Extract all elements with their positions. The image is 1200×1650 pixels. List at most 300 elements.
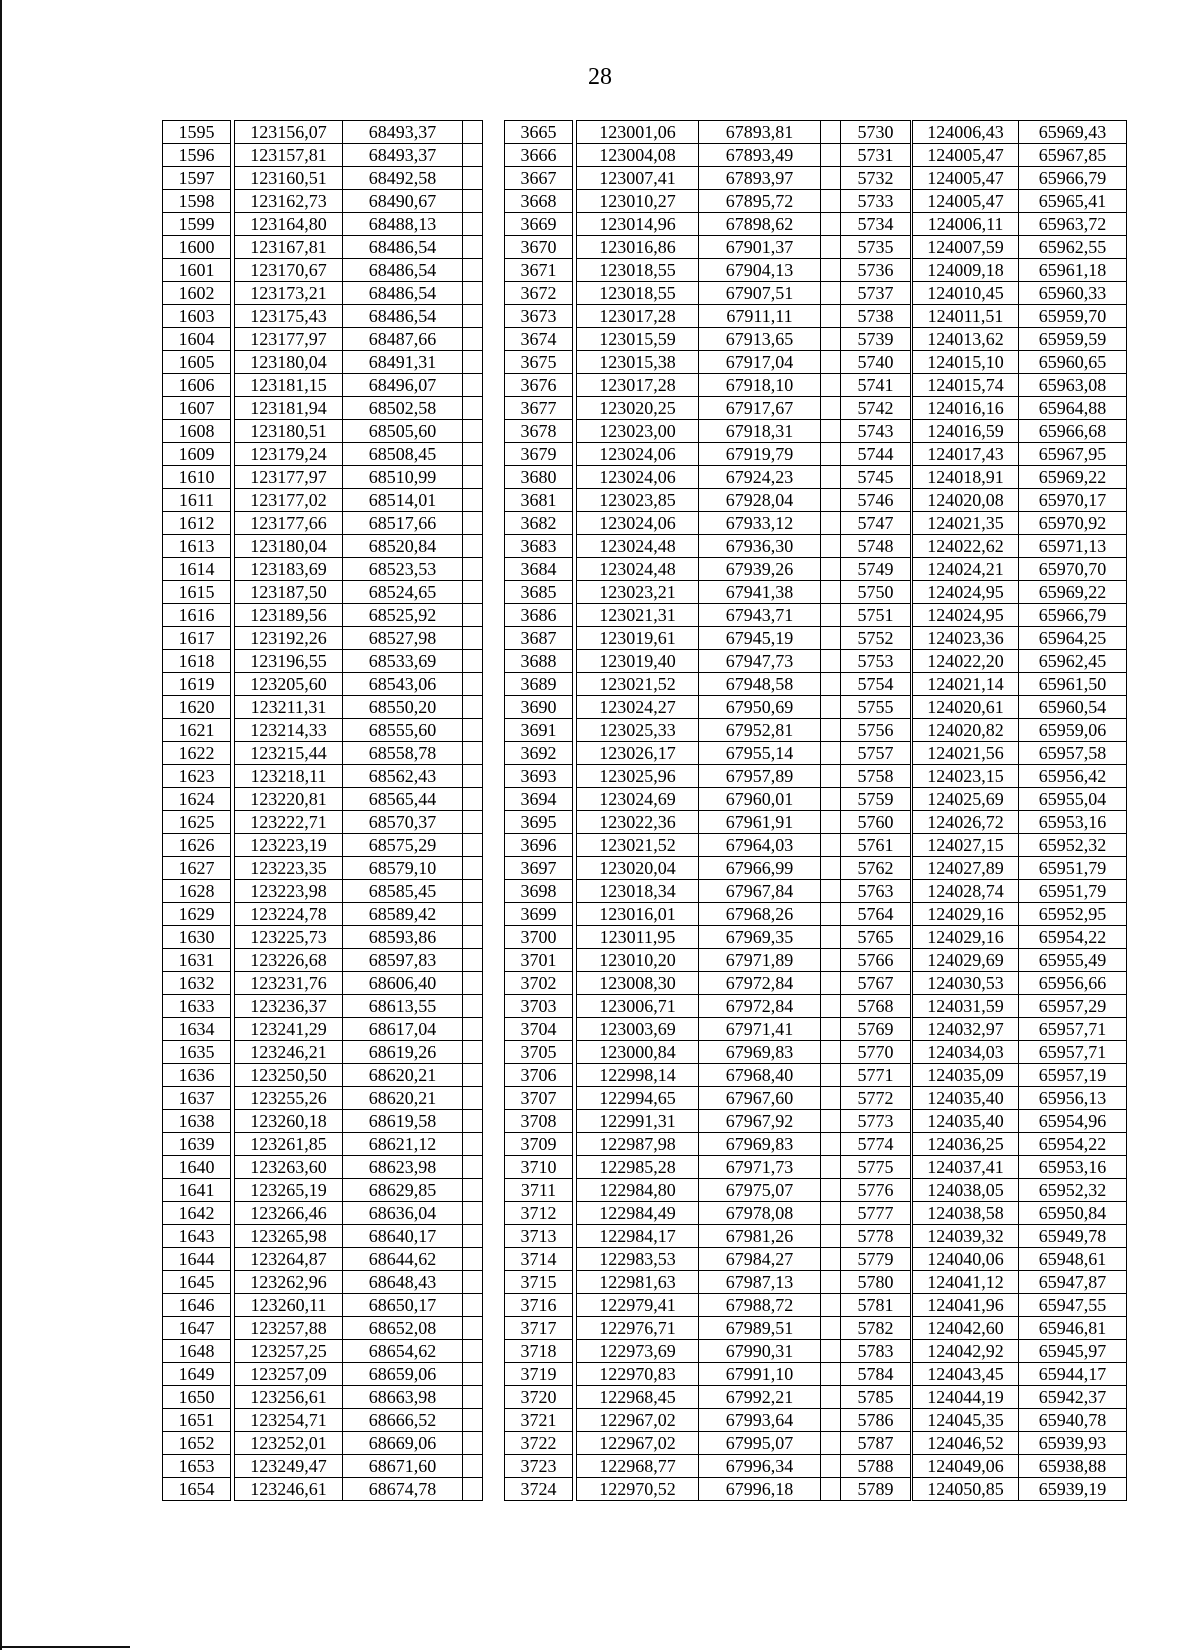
blank-separator-cell	[821, 489, 841, 512]
point-number-cell: 3679	[505, 443, 573, 466]
x-coordinate-cell: 124029,16	[913, 926, 1019, 949]
page-number: 28	[588, 64, 612, 90]
y-coordinate-cell: 65954,96	[1019, 1110, 1127, 1133]
y-coordinate-cell: 68589,42	[343, 903, 463, 926]
blank-separator-cell	[463, 972, 483, 995]
table-row	[163, 742, 483, 765]
y-coordinate-cell: 68671,60	[343, 1455, 463, 1478]
blank-separator-cell	[463, 420, 483, 443]
x-coordinate-cell: 124041,12	[913, 1271, 1019, 1294]
point-number-cell: 1602	[163, 282, 231, 305]
table-row	[505, 627, 841, 650]
x-coordinate-cell: 123000,84	[577, 1041, 699, 1064]
blank-separator-cell	[463, 788, 483, 811]
point-number-cell: 3672	[505, 282, 573, 305]
y-coordinate-cell: 65952,32	[1019, 1179, 1127, 1202]
table-row	[163, 788, 483, 811]
x-coordinate-cell: 123164,80	[235, 213, 343, 236]
table-row	[841, 834, 1127, 857]
table-row	[163, 650, 483, 673]
table-row	[841, 190, 1127, 213]
y-coordinate-cell: 67907,51	[699, 282, 821, 305]
table-row	[841, 512, 1127, 535]
y-coordinate-cell: 68623,98	[343, 1156, 463, 1179]
point-number-cell: 3686	[505, 604, 573, 627]
point-number-cell: 1651	[163, 1409, 231, 1432]
table-row	[163, 420, 483, 443]
table-row	[505, 1064, 841, 1087]
point-number-cell: 3706	[505, 1064, 573, 1087]
point-number-cell: 5784	[841, 1363, 911, 1386]
y-coordinate-cell: 68619,26	[343, 1041, 463, 1064]
point-number-cell: 5752	[841, 627, 911, 650]
point-number-cell: 5761	[841, 834, 911, 857]
point-number-cell: 5742	[841, 397, 911, 420]
y-coordinate-cell: 68555,60	[343, 719, 463, 742]
point-number-cell: 3666	[505, 144, 573, 167]
blank-separator-cell	[463, 1202, 483, 1225]
table-row	[841, 1271, 1127, 1294]
table-row	[163, 1133, 483, 1156]
point-number-cell: 1647	[163, 1317, 231, 1340]
table-row	[841, 443, 1127, 466]
blank-separator-cell	[463, 1363, 483, 1386]
y-coordinate-cell: 65946,81	[1019, 1317, 1127, 1340]
point-number-cell: 3665	[505, 121, 573, 144]
point-number-cell: 1625	[163, 811, 231, 834]
point-number-cell: 1609	[163, 443, 231, 466]
table-row	[163, 857, 483, 880]
table-row	[163, 1156, 483, 1179]
x-coordinate-cell: 123266,46	[235, 1202, 343, 1225]
table-row	[505, 1478, 841, 1501]
x-coordinate-cell: 124038,05	[913, 1179, 1019, 1202]
x-coordinate-cell: 124024,21	[913, 558, 1019, 581]
point-number-cell: 5732	[841, 167, 911, 190]
blank-separator-cell	[463, 1110, 483, 1133]
x-coordinate-cell: 123257,88	[235, 1317, 343, 1340]
point-number-cell: 5740	[841, 351, 911, 374]
point-number-cell: 5777	[841, 1202, 911, 1225]
point-number-cell: 3683	[505, 535, 573, 558]
y-coordinate-cell: 65956,42	[1019, 765, 1127, 788]
x-coordinate-cell: 123019,40	[577, 650, 699, 673]
blank-separator-cell	[463, 190, 483, 213]
x-coordinate-cell: 123262,96	[235, 1271, 343, 1294]
y-coordinate-cell: 68520,84	[343, 535, 463, 558]
table-row	[841, 1363, 1127, 1386]
x-coordinate-cell: 124040,06	[913, 1248, 1019, 1271]
table-row	[163, 144, 483, 167]
y-coordinate-cell: 68619,58	[343, 1110, 463, 1133]
y-coordinate-cell: 68486,54	[343, 282, 463, 305]
x-coordinate-cell: 123223,98	[235, 880, 343, 903]
x-coordinate-cell: 123167,81	[235, 236, 343, 259]
table-row	[505, 1317, 841, 1340]
blank-separator-cell	[821, 834, 841, 857]
y-coordinate-cell: 67971,73	[699, 1156, 821, 1179]
x-coordinate-cell: 124042,60	[913, 1317, 1019, 1340]
point-number-cell: 3667	[505, 167, 573, 190]
y-coordinate-cell: 68565,44	[343, 788, 463, 811]
table-row	[505, 213, 841, 236]
x-coordinate-cell: 123260,11	[235, 1294, 343, 1317]
table-row	[841, 581, 1127, 604]
y-coordinate-cell: 65951,79	[1019, 857, 1127, 880]
table-row	[841, 742, 1127, 765]
table-row	[841, 535, 1127, 558]
y-coordinate-cell: 67990,31	[699, 1340, 821, 1363]
y-coordinate-cell: 65955,04	[1019, 788, 1127, 811]
blank-separator-cell	[821, 926, 841, 949]
point-number-cell: 1606	[163, 374, 231, 397]
y-coordinate-cell: 67939,26	[699, 558, 821, 581]
table-row	[505, 1179, 841, 1202]
y-coordinate-cell: 67917,67	[699, 397, 821, 420]
y-coordinate-cell: 68606,40	[343, 972, 463, 995]
y-coordinate-cell: 68674,78	[343, 1478, 463, 1501]
table-row	[163, 351, 483, 374]
point-number-cell: 5781	[841, 1294, 911, 1317]
blank-separator-cell	[463, 1386, 483, 1409]
y-coordinate-cell: 67966,99	[699, 857, 821, 880]
table-row	[163, 259, 483, 282]
x-coordinate-cell: 123254,71	[235, 1409, 343, 1432]
blank-separator-cell	[463, 328, 483, 351]
point-number-cell: 1644	[163, 1248, 231, 1271]
point-number-cell: 3694	[505, 788, 573, 811]
y-coordinate-cell: 68492,58	[343, 167, 463, 190]
blank-separator-cell	[463, 236, 483, 259]
table-row	[841, 489, 1127, 512]
blank-separator-cell	[463, 1455, 483, 1478]
point-number-cell: 5750	[841, 581, 911, 604]
y-coordinate-cell: 67969,83	[699, 1133, 821, 1156]
x-coordinate-cell: 123256,61	[235, 1386, 343, 1409]
y-coordinate-cell: 65945,97	[1019, 1340, 1127, 1363]
x-coordinate-cell: 123224,78	[235, 903, 343, 926]
y-coordinate-cell: 67971,89	[699, 949, 821, 972]
table-row	[841, 213, 1127, 236]
x-coordinate-cell: 124034,03	[913, 1041, 1019, 1064]
table-row	[505, 696, 841, 719]
y-coordinate-cell: 68525,92	[343, 604, 463, 627]
point-number-cell: 1639	[163, 1133, 231, 1156]
y-coordinate-cell: 65957,19	[1019, 1064, 1127, 1087]
table-row	[163, 1248, 483, 1271]
x-coordinate-cell: 123020,04	[577, 857, 699, 880]
x-coordinate-cell: 123223,19	[235, 834, 343, 857]
x-coordinate-cell: 123018,55	[577, 282, 699, 305]
x-coordinate-cell: 123179,24	[235, 443, 343, 466]
point-number-cell: 3703	[505, 995, 573, 1018]
x-coordinate-cell: 124045,35	[913, 1409, 1019, 1432]
point-number-cell: 5737	[841, 282, 911, 305]
y-coordinate-cell: 65951,79	[1019, 880, 1127, 903]
y-coordinate-cell: 65950,84	[1019, 1202, 1127, 1225]
x-coordinate-cell: 123011,95	[577, 926, 699, 949]
point-number-cell: 1626	[163, 834, 231, 857]
y-coordinate-cell: 68585,45	[343, 880, 463, 903]
blank-separator-cell	[463, 1248, 483, 1271]
x-coordinate-cell: 122970,83	[577, 1363, 699, 1386]
point-number-cell: 1596	[163, 144, 231, 167]
point-number-cell: 5751	[841, 604, 911, 627]
y-coordinate-cell: 68488,13	[343, 213, 463, 236]
blank-separator-cell	[821, 466, 841, 489]
x-coordinate-cell: 124015,74	[913, 374, 1019, 397]
x-coordinate-cell: 123214,33	[235, 719, 343, 742]
point-number-cell: 1637	[163, 1087, 231, 1110]
blank-separator-cell	[463, 857, 483, 880]
table-row	[505, 972, 841, 995]
y-coordinate-cell: 65957,71	[1019, 1018, 1127, 1041]
table-row	[505, 1133, 841, 1156]
table-row	[841, 673, 1127, 696]
blank-separator-cell	[463, 811, 483, 834]
x-coordinate-cell: 123246,21	[235, 1041, 343, 1064]
table-row	[505, 282, 841, 305]
blank-separator-cell	[821, 512, 841, 535]
x-coordinate-cell: 122970,52	[577, 1478, 699, 1501]
blank-separator-cell	[821, 1317, 841, 1340]
y-coordinate-cell: 68524,65	[343, 581, 463, 604]
table-row	[505, 926, 841, 949]
x-coordinate-cell: 123264,87	[235, 1248, 343, 1271]
table-row	[163, 949, 483, 972]
x-coordinate-cell: 122985,28	[577, 1156, 699, 1179]
point-number-cell: 5770	[841, 1041, 911, 1064]
x-coordinate-cell: 123231,76	[235, 972, 343, 995]
y-coordinate-cell: 67918,31	[699, 420, 821, 443]
table-row	[505, 374, 841, 397]
table-row	[841, 880, 1127, 903]
point-number-cell: 5766	[841, 949, 911, 972]
blank-separator-cell	[463, 1317, 483, 1340]
y-coordinate-cell: 68663,98	[343, 1386, 463, 1409]
table-row	[505, 443, 841, 466]
table-row	[841, 1317, 1127, 1340]
point-number-cell: 3688	[505, 650, 573, 673]
x-coordinate-cell: 123021,52	[577, 673, 699, 696]
x-coordinate-cell: 122984,80	[577, 1179, 699, 1202]
point-number-cell: 1624	[163, 788, 231, 811]
x-coordinate-cell: 122968,77	[577, 1455, 699, 1478]
x-coordinate-cell: 122991,31	[577, 1110, 699, 1133]
y-coordinate-cell: 68562,43	[343, 765, 463, 788]
blank-separator-cell	[821, 811, 841, 834]
table-row	[841, 236, 1127, 259]
y-coordinate-cell: 67991,10	[699, 1363, 821, 1386]
table-row	[505, 604, 841, 627]
table-row	[163, 328, 483, 351]
blank-separator-cell	[821, 673, 841, 696]
x-coordinate-cell: 123246,61	[235, 1478, 343, 1501]
table-row	[505, 1455, 841, 1478]
x-coordinate-cell: 123257,09	[235, 1363, 343, 1386]
y-coordinate-cell: 67933,12	[699, 512, 821, 535]
blank-separator-cell	[821, 259, 841, 282]
y-coordinate-cell: 67968,40	[699, 1064, 821, 1087]
table-row	[505, 489, 841, 512]
x-coordinate-cell: 123024,06	[577, 443, 699, 466]
table-row	[505, 1294, 841, 1317]
x-coordinate-cell: 124027,15	[913, 834, 1019, 857]
table-row	[841, 1432, 1127, 1455]
coordinates-tables	[0, 120, 1200, 1530]
table-row	[505, 1271, 841, 1294]
blank-separator-cell	[463, 466, 483, 489]
table-row	[163, 167, 483, 190]
point-number-cell: 3669	[505, 213, 573, 236]
x-coordinate-cell: 124006,43	[913, 121, 1019, 144]
blank-separator-cell	[821, 236, 841, 259]
point-number-cell: 3702	[505, 972, 573, 995]
y-coordinate-cell: 67955,14	[699, 742, 821, 765]
blank-separator-cell	[463, 903, 483, 926]
y-coordinate-cell: 67995,07	[699, 1432, 821, 1455]
y-coordinate-cell: 67893,81	[699, 121, 821, 144]
y-coordinate-cell: 67992,21	[699, 1386, 821, 1409]
x-coordinate-cell: 123023,85	[577, 489, 699, 512]
point-number-cell: 3680	[505, 466, 573, 489]
point-number-cell: 3681	[505, 489, 573, 512]
blank-separator-cell	[821, 1271, 841, 1294]
x-coordinate-cell: 123024,06	[577, 466, 699, 489]
table-row	[505, 788, 841, 811]
x-coordinate-cell: 122984,17	[577, 1225, 699, 1248]
x-coordinate-cell: 123025,33	[577, 719, 699, 742]
y-coordinate-cell: 67988,72	[699, 1294, 821, 1317]
table-row	[163, 995, 483, 1018]
blank-separator-cell	[463, 995, 483, 1018]
point-number-cell: 1634	[163, 1018, 231, 1041]
blank-separator-cell	[821, 765, 841, 788]
point-number-cell: 3696	[505, 834, 573, 857]
x-coordinate-cell: 124028,74	[913, 880, 1019, 903]
table-row	[505, 857, 841, 880]
y-coordinate-cell: 65963,72	[1019, 213, 1127, 236]
x-coordinate-cell: 124043,45	[913, 1363, 1019, 1386]
x-coordinate-cell: 123018,34	[577, 880, 699, 903]
blank-separator-cell	[821, 788, 841, 811]
x-coordinate-cell: 124016,59	[913, 420, 1019, 443]
blank-separator-cell	[821, 305, 841, 328]
point-number-cell: 1611	[163, 489, 231, 512]
y-coordinate-cell: 68629,85	[343, 1179, 463, 1202]
point-number-cell: 5743	[841, 420, 911, 443]
y-coordinate-cell: 67968,26	[699, 903, 821, 926]
point-number-cell: 3710	[505, 1156, 573, 1179]
y-coordinate-cell: 65957,71	[1019, 1041, 1127, 1064]
y-coordinate-cell: 65960,65	[1019, 351, 1127, 374]
x-coordinate-cell: 124010,45	[913, 282, 1019, 305]
y-coordinate-cell: 65961,18	[1019, 259, 1127, 282]
table-row	[163, 305, 483, 328]
blank-separator-cell	[821, 1087, 841, 1110]
point-number-cell: 1636	[163, 1064, 231, 1087]
x-coordinate-cell: 123196,55	[235, 650, 343, 673]
x-coordinate-cell: 122979,41	[577, 1294, 699, 1317]
point-number-cell: 1648	[163, 1340, 231, 1363]
point-number-cell: 5756	[841, 719, 911, 742]
y-coordinate-cell: 68669,06	[343, 1432, 463, 1455]
table-row	[163, 1340, 483, 1363]
table-row	[505, 167, 841, 190]
point-number-cell: 1612	[163, 512, 231, 535]
y-coordinate-cell: 68617,04	[343, 1018, 463, 1041]
y-coordinate-cell: 68505,60	[343, 420, 463, 443]
y-coordinate-cell: 65949,78	[1019, 1225, 1127, 1248]
x-coordinate-cell: 123181,15	[235, 374, 343, 397]
point-number-cell: 3675	[505, 351, 573, 374]
table-row	[163, 581, 483, 604]
x-coordinate-cell: 123222,71	[235, 811, 343, 834]
point-number-cell: 3716	[505, 1294, 573, 1317]
point-number-cell: 5772	[841, 1087, 911, 1110]
y-coordinate-cell: 67924,23	[699, 466, 821, 489]
table-row	[841, 995, 1127, 1018]
blank-separator-cell	[821, 397, 841, 420]
table-row	[841, 1202, 1127, 1225]
point-number-cell: 5733	[841, 190, 911, 213]
point-number-cell: 1615	[163, 581, 231, 604]
point-number-cell: 3673	[505, 305, 573, 328]
blank-separator-cell	[821, 1340, 841, 1363]
y-coordinate-cell: 68620,21	[343, 1087, 463, 1110]
table-row	[163, 213, 483, 236]
point-number-cell: 5735	[841, 236, 911, 259]
x-coordinate-cell: 123189,56	[235, 604, 343, 627]
table-row	[841, 765, 1127, 788]
blank-separator-cell	[463, 696, 483, 719]
table-row	[163, 1271, 483, 1294]
table-row	[841, 650, 1127, 673]
x-coordinate-cell: 122983,53	[577, 1248, 699, 1271]
point-number-cell: 1598	[163, 190, 231, 213]
y-coordinate-cell: 65964,25	[1019, 627, 1127, 650]
blank-separator-cell	[463, 535, 483, 558]
y-coordinate-cell: 68510,99	[343, 466, 463, 489]
y-coordinate-cell: 68613,55	[343, 995, 463, 1018]
table-row	[163, 1317, 483, 1340]
point-number-cell: 5763	[841, 880, 911, 903]
point-number-cell: 3682	[505, 512, 573, 535]
point-number-cell: 3701	[505, 949, 573, 972]
point-number-cell: 5768	[841, 995, 911, 1018]
x-coordinate-cell: 123001,06	[577, 121, 699, 144]
y-coordinate-cell: 68533,69	[343, 650, 463, 673]
point-number-cell: 3718	[505, 1340, 573, 1363]
y-coordinate-cell: 68493,37	[343, 144, 463, 167]
point-number-cell: 5782	[841, 1317, 911, 1340]
table-row	[163, 1018, 483, 1041]
y-coordinate-cell: 67945,19	[699, 627, 821, 650]
blank-separator-cell	[821, 696, 841, 719]
point-number-cell: 1599	[163, 213, 231, 236]
point-number-cell: 3708	[505, 1110, 573, 1133]
point-number-cell: 1629	[163, 903, 231, 926]
point-number-cell: 3677	[505, 397, 573, 420]
y-coordinate-cell: 65967,95	[1019, 443, 1127, 466]
x-coordinate-cell: 122976,71	[577, 1317, 699, 1340]
point-number-cell: 5783	[841, 1340, 911, 1363]
table-row	[505, 719, 841, 742]
table-row	[505, 1087, 841, 1110]
x-coordinate-cell: 123026,17	[577, 742, 699, 765]
y-coordinate-cell: 65960,54	[1019, 696, 1127, 719]
x-coordinate-cell: 123003,69	[577, 1018, 699, 1041]
